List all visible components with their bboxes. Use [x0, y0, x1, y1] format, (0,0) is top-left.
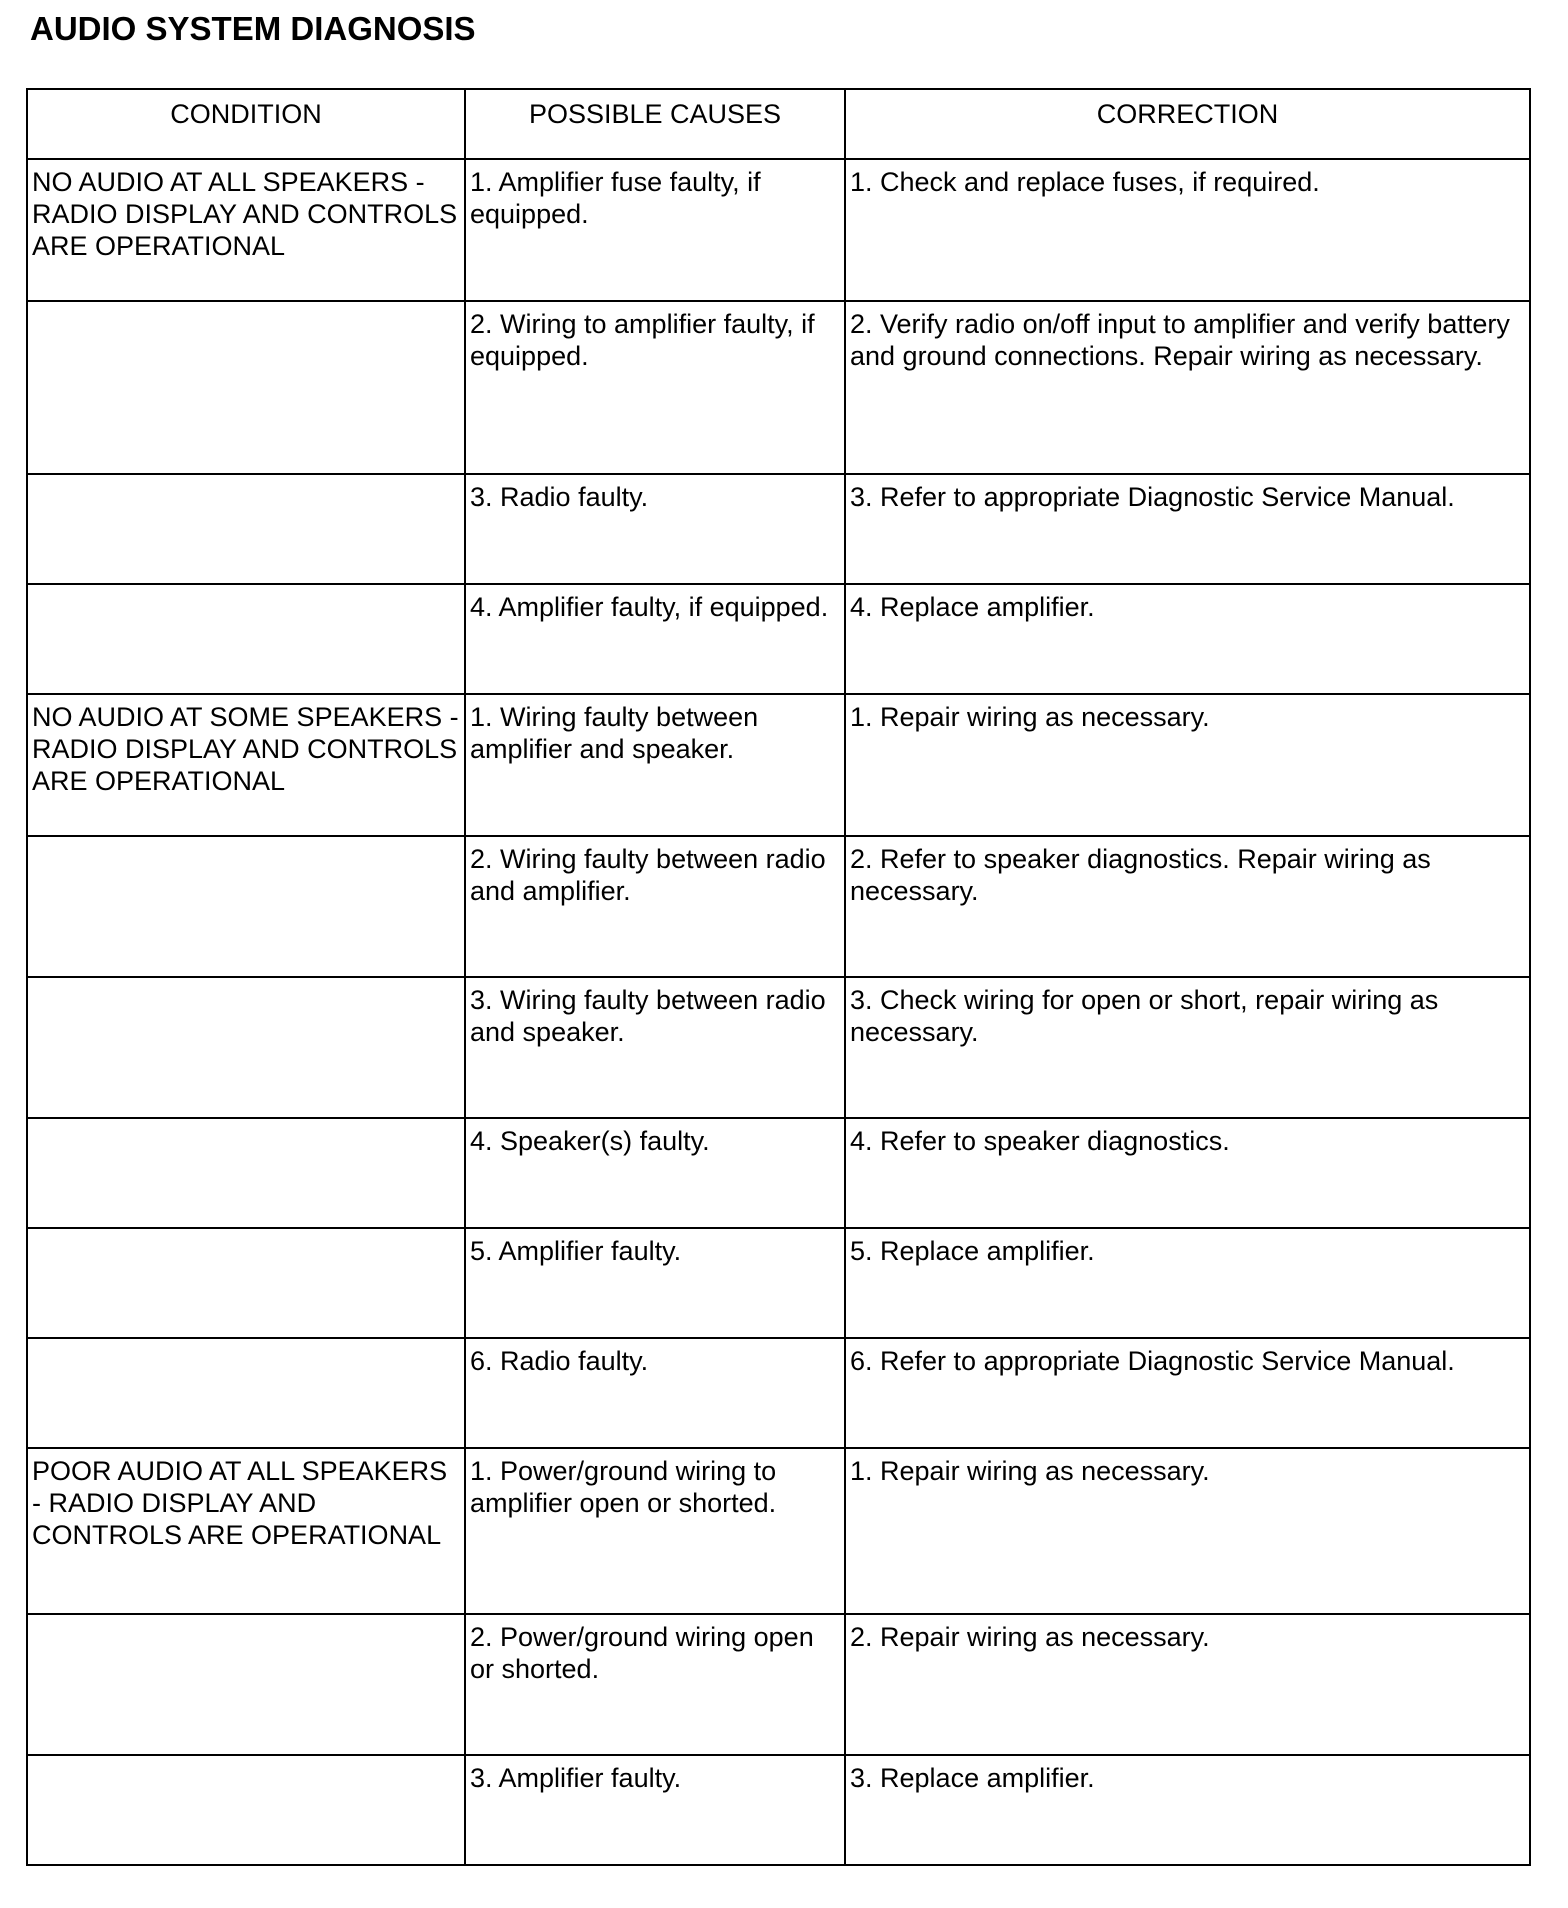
condition-cell — [27, 1755, 465, 1865]
correction-cell: 3. Refer to appropriate Diagnostic Service Manual. — [845, 474, 1530, 584]
condition-cell — [27, 584, 465, 694]
correction-cell: 1. Repair wiring as necessary. — [845, 1448, 1530, 1614]
cause-cell: 4. Amplifier faulty, if equipped. — [465, 584, 845, 694]
table-row — [27, 977, 1530, 1118]
cause-cell: 1. Amplifier fuse faulty, if equipped. — [465, 159, 845, 301]
table-row — [27, 584, 1530, 694]
correction-cell: 3. Check wiring for open or short, repair wiring as necessary. — [845, 977, 1530, 1118]
correction-cell: 1. Repair wiring as necessary. — [845, 694, 1530, 836]
condition-cell — [27, 1118, 465, 1228]
condition-cell — [27, 474, 465, 584]
cause-cell: 4. Speaker(s) faulty. — [465, 1118, 845, 1228]
condition-cell — [27, 1614, 465, 1755]
correction-cell: 6. Refer to appropriate Diagnostic Service Manual. — [845, 1338, 1530, 1448]
cause-cell: 3. Radio faulty. — [465, 474, 845, 584]
condition-cell — [27, 1338, 465, 1448]
table-row — [27, 1614, 1530, 1755]
condition-cell: NO AUDIO AT ALL SPEAKERS - RADIO DISPLAY AND CONTROLS ARE OPERATIONAL — [27, 159, 465, 301]
correction-cell: 2. Verify radio on/off input to amplifier and verify battery and ground connections. Repair wiring as necessary. — [845, 301, 1530, 474]
cause-cell: 3. Wiring faulty between radio and speaker. — [465, 977, 845, 1118]
table-row — [27, 1755, 1530, 1865]
table-row — [27, 1118, 1530, 1228]
header-possible-causes: POSSIBLE CAUSES — [465, 89, 845, 159]
condition-cell — [27, 836, 465, 977]
table-row — [27, 301, 1530, 474]
correction-cell: 4. Refer to speaker diagnostics. — [845, 1118, 1530, 1228]
correction-cell: 3. Replace amplifier. — [845, 1755, 1530, 1865]
condition-cell: NO AUDIO AT SOME SPEAKERS - RADIO DISPLAY AND CONTROLS ARE OPERATIONAL — [27, 694, 465, 836]
table-row — [27, 694, 1530, 836]
header-correction: CORRECTION — [845, 89, 1530, 159]
cause-cell: 2. Wiring to amplifier faulty, if equipped. — [465, 301, 845, 474]
correction-cell: 4. Replace amplifier. — [845, 584, 1530, 694]
correction-cell: 1. Check and replace fuses, if required. — [845, 159, 1530, 301]
header-condition: CONDITION — [27, 89, 465, 159]
document-title: AUDIO SYSTEM DIAGNOSIS — [30, 10, 476, 47]
table-row — [27, 159, 1530, 301]
table-row — [27, 1228, 1530, 1338]
correction-cell: 2. Refer to speaker diagnostics. Repair wiring as necessary. — [845, 836, 1530, 977]
table-row — [27, 1448, 1530, 1614]
table-row — [27, 836, 1530, 977]
condition-cell — [27, 1228, 465, 1338]
cause-cell: 2. Power/ground wiring open or shorted. — [465, 1614, 845, 1755]
table-row — [27, 474, 1530, 584]
correction-cell: 5. Replace amplifier. — [845, 1228, 1530, 1338]
cause-cell: 1. Power/ground wiring to amplifier open or shorted. — [465, 1448, 845, 1614]
condition-cell — [27, 301, 465, 474]
cause-cell: 2. Wiring faulty between radio and amplifier. — [465, 836, 845, 977]
cause-cell: 5. Amplifier faulty. — [465, 1228, 845, 1338]
diagnosis-table — [26, 88, 1531, 1866]
cause-cell: 6. Radio faulty. — [465, 1338, 845, 1448]
condition-cell — [27, 977, 465, 1118]
cause-cell: 3. Amplifier faulty. — [465, 1755, 845, 1865]
correction-cell: 2. Repair wiring as necessary. — [845, 1614, 1530, 1755]
table-header-row — [27, 89, 1530, 159]
cause-cell: 1. Wiring faulty between amplifier and speaker. — [465, 694, 845, 836]
condition-cell: POOR AUDIO AT ALL SPEAKERS - RADIO DISPLAY AND CONTROLS ARE OPERATIONAL — [27, 1448, 465, 1614]
table-row — [27, 1338, 1530, 1448]
